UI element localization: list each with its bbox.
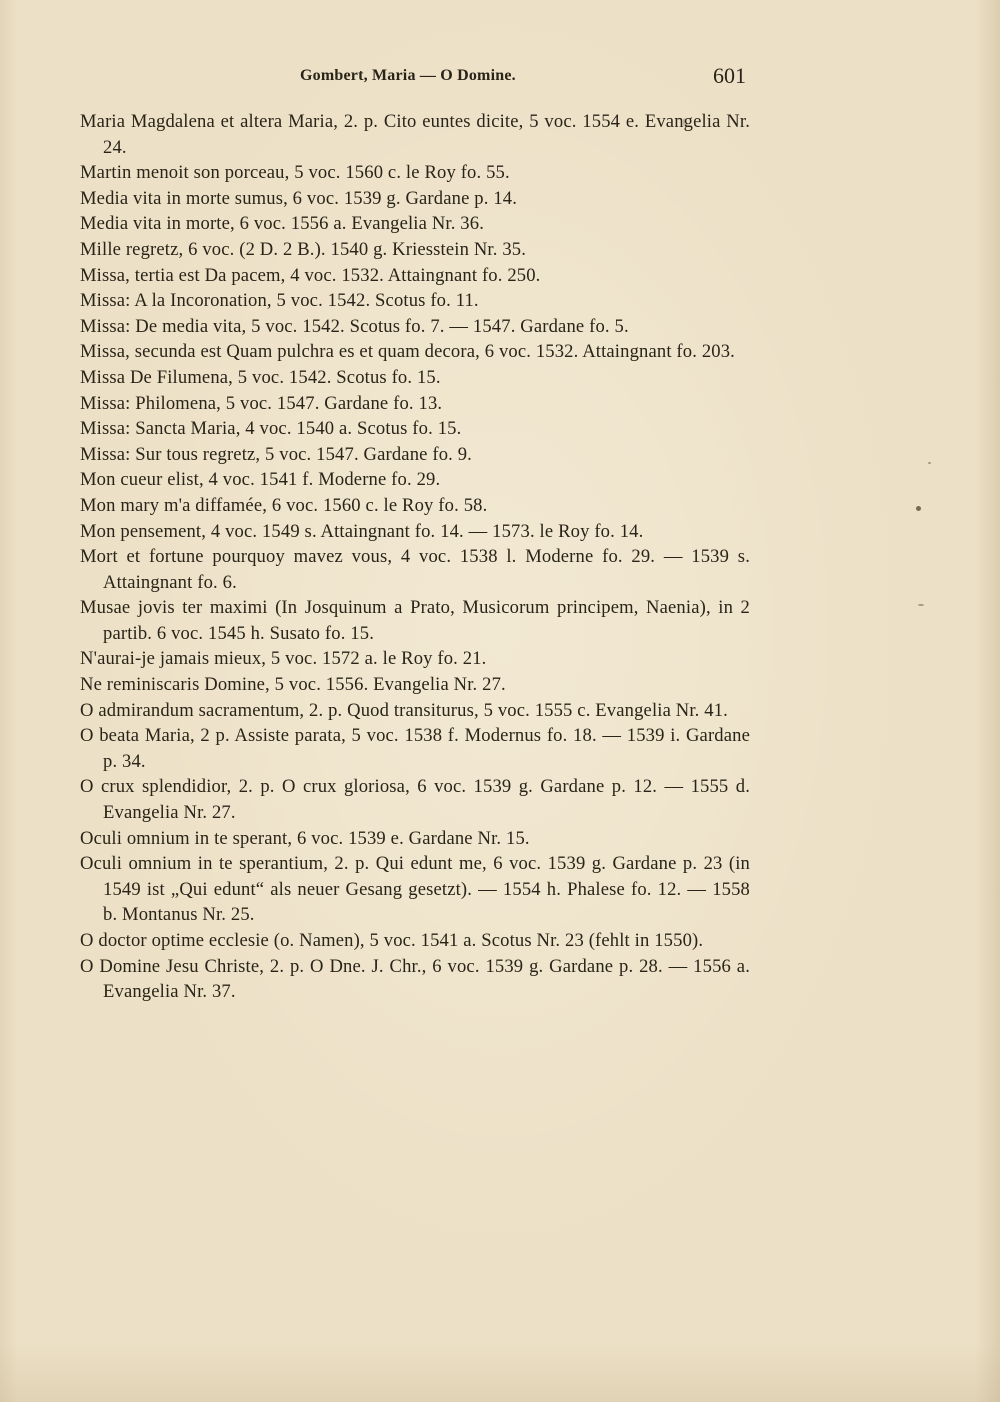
catalog-entry: Missa De Filumena, 5 voc. 1542. Scotus fo. 15. xyxy=(80,366,441,388)
paper-speck xyxy=(683,118,685,126)
catalog-entry: Ne reminiscaris Domine, 5 voc. 1556. Evangelia Nr. 27. xyxy=(80,674,506,696)
catalog-entry: Missa: Sur tous regretz, 5 voc. 1547. Gardane fo. 9. xyxy=(80,443,472,465)
catalog-entry: Missa, tertia est Da pacem, 4 voc. 1532. Attaingnant fo. 250. xyxy=(80,264,541,286)
catalog-entry: O doctor optime ecclesie (o. Namen), 5 voc. 1541 a. Scotus Nr. 23 (fehlt in 1550). xyxy=(80,930,704,951)
paper-speck xyxy=(928,462,931,464)
catalog-entry: Mille regretz, 6 voc. (2 D. 2 B.). 1540 g. Kriesstein Nr. 35. xyxy=(80,238,527,260)
catalog-entry: Media vita in morte, 6 voc. 1556 a. Evangelia Nr. 36. xyxy=(80,213,485,235)
catalog-entries xyxy=(80,109,750,1005)
catalog-entry: Martin menoit son porceau, 5 voc. 1560 c. le Roy fo. 55. xyxy=(80,162,510,184)
catalog-entry: N'aurai-je jamais mieux, 5 voc. 1572 a. le Roy fo. 21. xyxy=(80,648,487,670)
running-title: Gombert, Maria — O Domine. xyxy=(300,67,516,84)
catalog-entry: O beata Maria, 2 p. Assiste parata, 5 voc. 1538 f. Modernus fo. 18. — 1539 i. Gardane p. 34. xyxy=(80,725,750,772)
paper-edge-shading xyxy=(0,1342,1000,1402)
catalog-entry: Missa: Philomena, 5 voc. 1547. Gardane fo. 13. xyxy=(80,392,443,414)
catalog-entry: Musae jovis ter maximi (In Josquinum a Prato, Musicorum principem, Naenia), in 2 partib. 6 voc. 1545 h. Susato fo. 15. xyxy=(80,597,750,644)
catalog-entry: Oculi omnium in te sperantium, 2. p. Qui edunt me, 6 voc. 1539 g. Gardane p. 23 (in 1549 ist „Qui edunt“ als neuer Gesang gesetzt). — 1554 h. Phalese fo. 12. — 1558 b. Montanus Nr. 25. xyxy=(80,853,750,926)
catalog-entry: O admirandum sacramentum, 2. p. Quod transiturus, 5 voc. 1555 c. Evangelia Nr. 41. xyxy=(80,699,728,721)
catalog-entry: Mon mary m'a diffamée, 6 voc. 1560 c. le Roy fo. 58. xyxy=(80,494,488,516)
catalog-entry: O crux splendidior, 2. p. O crux gloriosa, 6 voc. 1539 g. Gardane p. 12. — 1555 d. Evangelia Nr. 27. xyxy=(80,776,750,824)
catalog-entry: Missa, secunda est Quam pulchra es et quam decora, 6 voc. 1532. Attaingnant fo. 203. xyxy=(80,341,735,363)
page-number: 601 xyxy=(713,63,746,88)
catalog-entry: Missa: A la Incoronation, 5 voc. 1542. Scotus fo. 11. xyxy=(80,290,479,312)
catalog-entry: Mort et fortune pourquoy mavez vous, 4 voc. 1538 l. Moderne fo. 29. — 1539 s. Attaingnant fo. 6. xyxy=(80,546,750,593)
catalog-entry: Missa: Sancta Maria, 4 voc. 1540 a. Scotus fo. 15. xyxy=(80,418,462,440)
catalog-entry: Missa: De media vita, 5 voc. 1542. Scotus fo. 7. — 1547. Gardane fo. 5. xyxy=(80,315,629,337)
paper-speck xyxy=(916,506,921,511)
catalog-entry: Maria Magdalena et altera Maria, 2. p. Cito euntes dicite, 5 voc. 1554 e. Evangelia Nr. 24. xyxy=(80,111,750,158)
catalog-entry: Media vita in morte sumus, 6 voc. 1539 g. Gardane p. 14. xyxy=(80,187,518,209)
catalog-entry: Oculi omnium in te sperant, 6 voc. 1539 e. Gardane Nr. 15. xyxy=(80,827,530,849)
paper-speck xyxy=(918,604,924,606)
catalog-entry: Mon pensement, 4 voc. 1549 s. Attaingnant fo. 14. — 1573. le Roy fo. 14. xyxy=(80,520,644,542)
running-head xyxy=(80,63,746,93)
catalog-entry: O Domine Jesu Christe, 2. p. O Dne. J. Chr., 6 voc. 1539 g. Gardane p. 28. — 1556 a. Evangelia Nr. 37. xyxy=(80,955,750,1003)
catalog-entry: Mon cueur elist, 4 voc. 1541 f. Moderne fo. 29. xyxy=(80,469,441,491)
